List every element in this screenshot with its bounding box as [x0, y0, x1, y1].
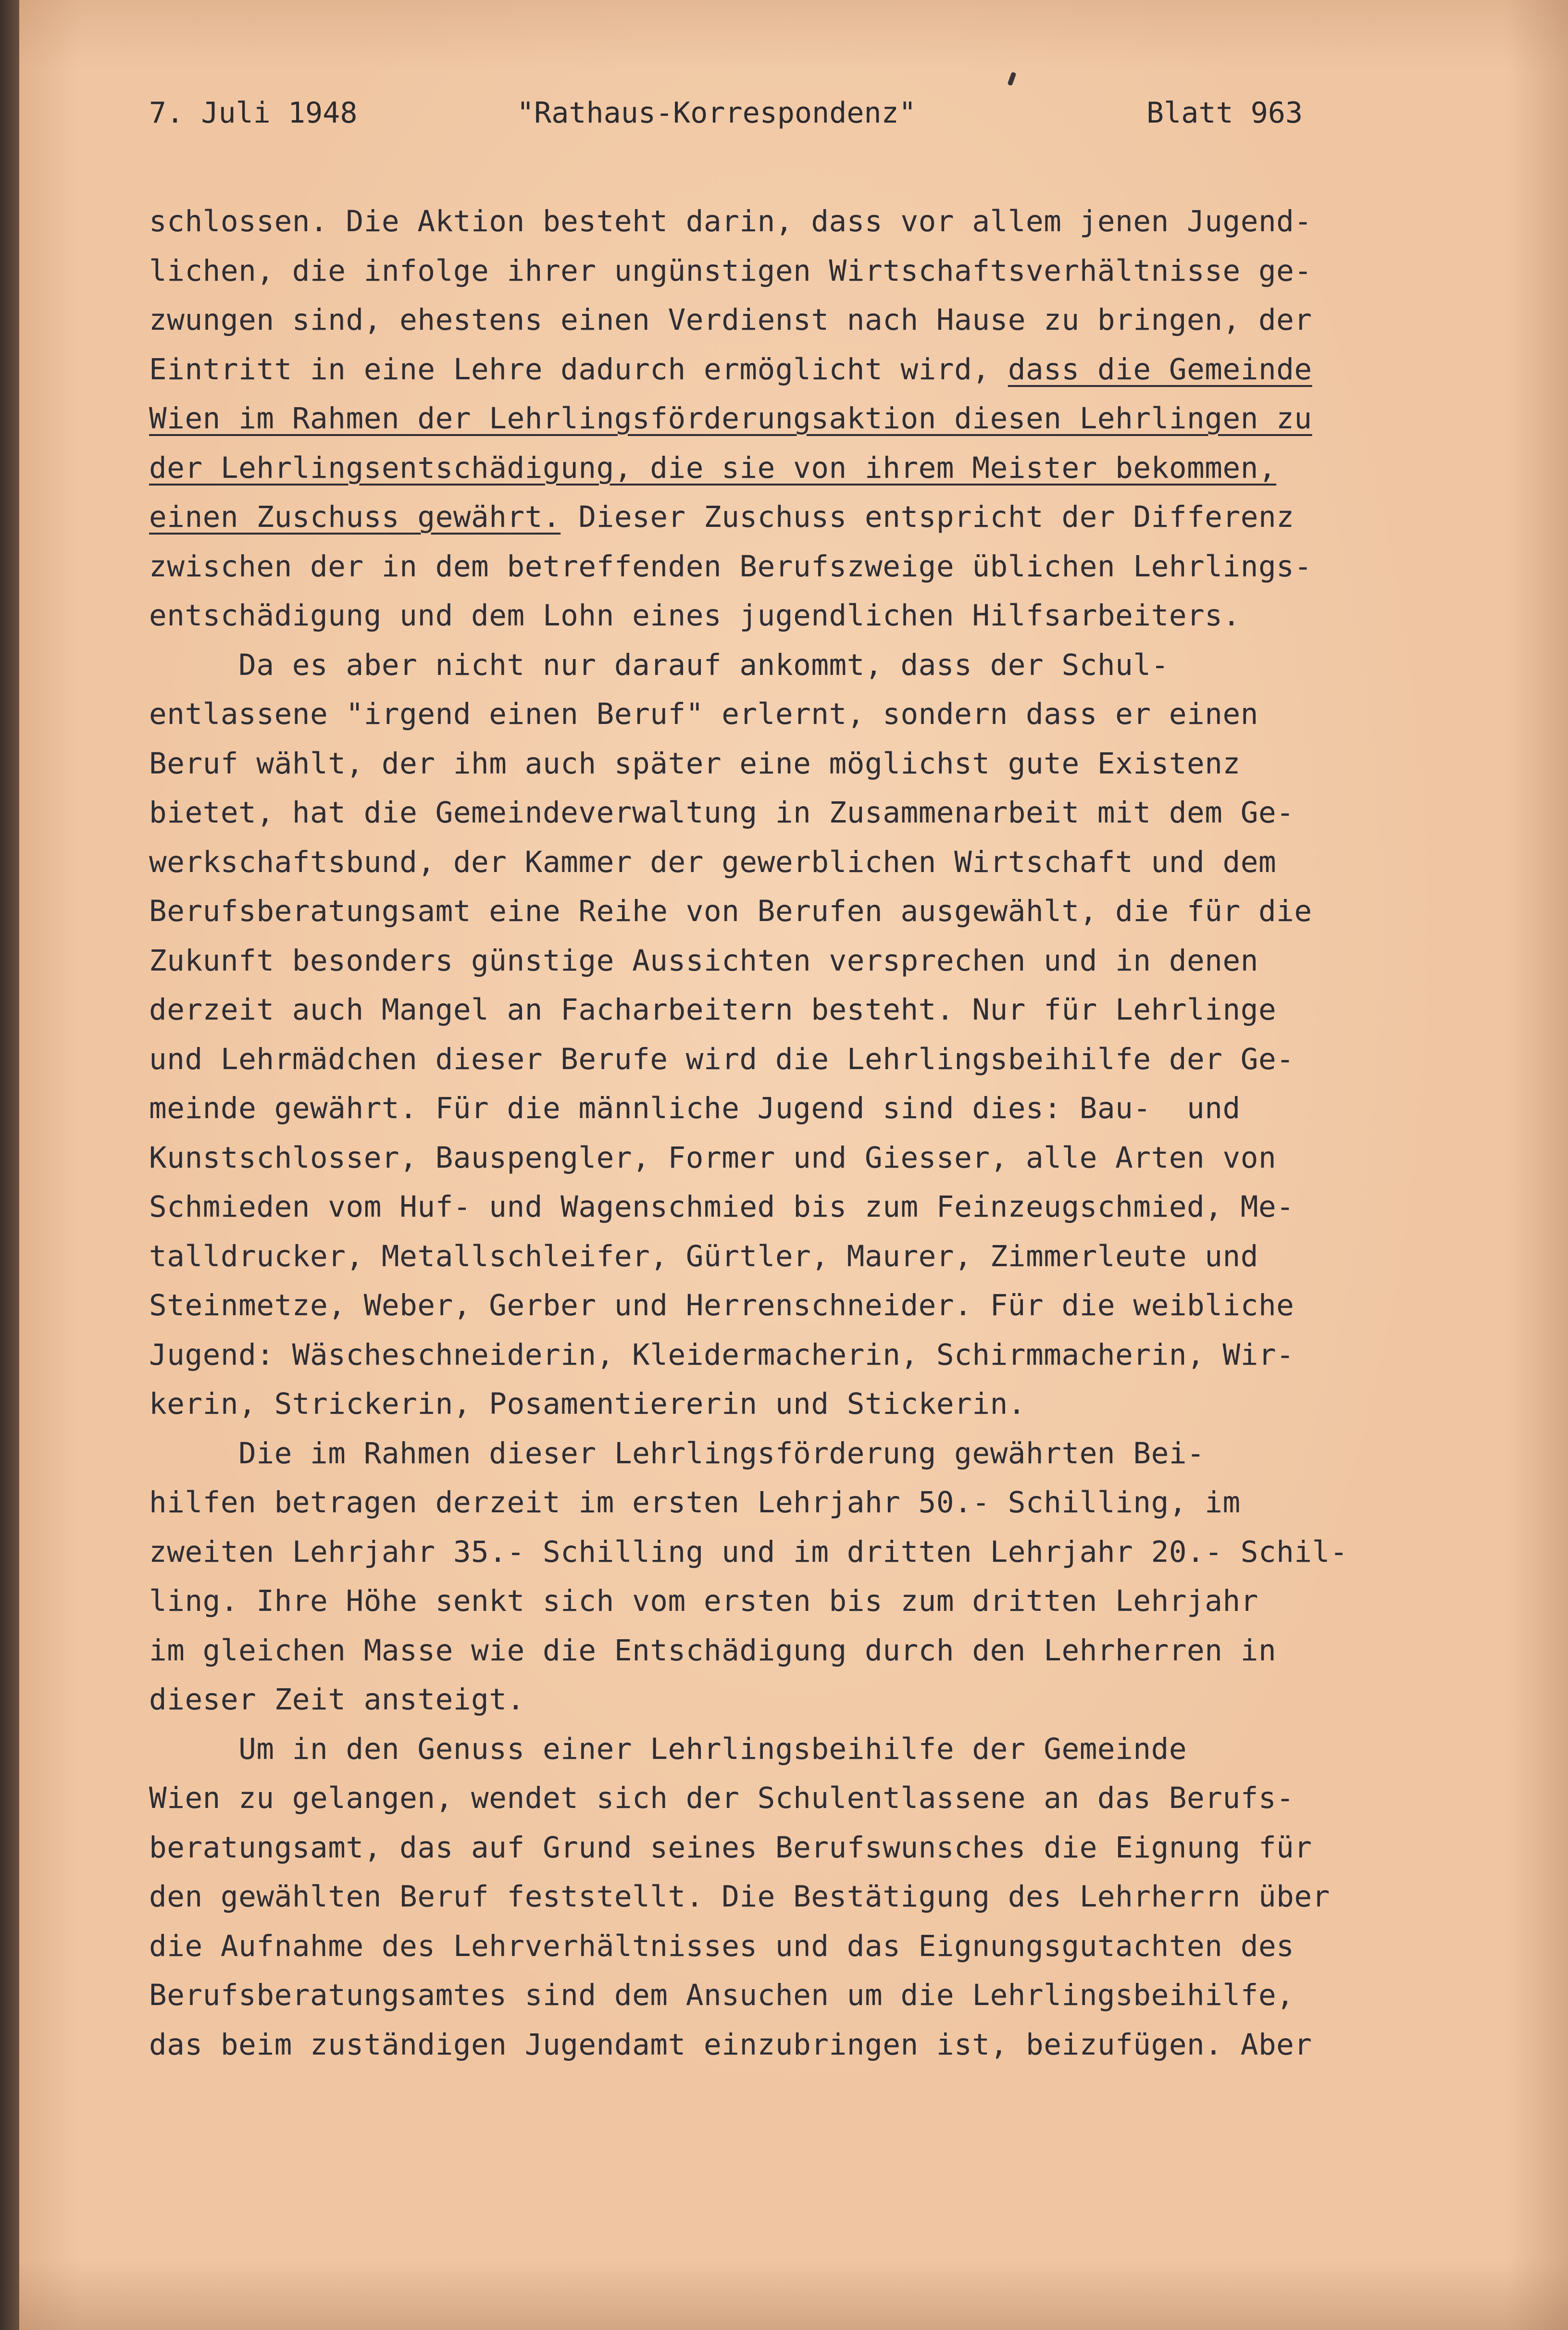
text-line: die Aufnahme des Lehrverhältnisses und das Eignungsgutachten des — [149, 1929, 1294, 1963]
text-line: schlossen. Die Aktion besteht darin, dass vor allem jenen Jugend- — [149, 204, 1312, 238]
text-line: entschädigung und dem Lohn eines jugendlichen Hilfsarbeiters. — [149, 598, 1241, 633]
page-header — [149, 96, 1351, 135]
text-line: den gewählten Beruf feststellt. Die Bestätigung des Lehrherrn über — [149, 1880, 1330, 1914]
underlined-text: einen Zuschuss gewährt. — [149, 500, 561, 534]
text-line — [149, 345, 1476, 395]
text-line: zwischen der in dem betreffenden Berufszweige üblichen Lehrlings- — [149, 549, 1312, 584]
text-line: beratungsamt, das auf Grund seines Berufswunsches die Eignung für — [149, 1830, 1312, 1865]
text-line: zwungen sind, ehestens einen Verdienst nach Hause zu bringen, der — [149, 303, 1312, 337]
ink-mark — [1008, 72, 1017, 86]
text-line: Jugend: Wäscheschneiderin, Kleidermacherin, Schirmmacherin, Wir- — [149, 1337, 1294, 1372]
text-line: Kunstschlosser, Bauspengler, Former und Giesser, alle Arten von — [149, 1140, 1277, 1175]
text-line: Berufsberatungsamtes sind dem Ansuchen um die Lehrlingsbeihilfe, — [149, 1978, 1294, 2012]
text-line: talldrucker, Metallschleifer, Gürtler, Maurer, Zimmerleute und — [149, 1239, 1258, 1273]
header-title: "Rathaus-Korrespondenz" — [517, 96, 916, 130]
text-line: Beruf wählt, der ihm auch später eine möglichst gute Existenz — [149, 746, 1241, 781]
document-page — [19, 0, 1568, 2330]
text-line: meinde gewährt. Für die männliche Jugend sind dies: Bau- und — [149, 1091, 1241, 1125]
text-line: kerin, Strickerin, Posamentiererin und Stickerin. — [149, 1387, 1026, 1421]
text-line: dieser Zeit ansteigt. — [149, 1682, 525, 1717]
book-binding — [0, 0, 19, 2330]
text-line: Da es aber nicht nur darauf ankommt, dass der Schul- — [149, 648, 1169, 682]
text-line: derzeit auch Mangel an Facharbeitern besteht. Nur für Lehrlinge — [149, 993, 1277, 1027]
text-line: Wien zu gelangen, wendet sich der Schulentlassene an das Berufs- — [149, 1781, 1294, 1815]
text-line: Schmieden vom Huf- und Wagenschmied bis zum Feinzeugschmied, Me- — [149, 1190, 1294, 1224]
text-line: im gleichen Masse wie die Entschädigung durch den Lehrherren in — [149, 1633, 1277, 1668]
text-line: das beim zuständigen Jugendamt einzubringen ist, beizufügen. Aber — [149, 2027, 1312, 2062]
text-line: Um in den Genuss einer Lehrlingsbeihilfe der Gemeinde — [149, 1732, 1187, 1766]
header-date: 7. Juli 1948 — [149, 96, 358, 130]
underlined-text: dass die Gemeinde — [1008, 352, 1312, 386]
text-line: zweiten Lehrjahr 35.- Schilling und im dritten Lehrjahr 20.- Schil- — [149, 1534, 1348, 1569]
text-line: entlassene "irgend einen Beruf" erlernt, sondern dass er einen — [149, 697, 1258, 731]
text-line: ling. Ihre Höhe senkt sich vom ersten bis zum dritten Lehrjahr — [149, 1584, 1258, 1618]
text-line: Steinmetze, Weber, Gerber und Herrenschneider. Für die weibliche — [149, 1288, 1294, 1322]
text-line: werkschaftsbund, der Kammer der gewerblichen Wirtschaft und dem — [149, 845, 1277, 879]
body-text — [149, 197, 1476, 2069]
text-line: Die im Rahmen dieser Lehrlingsförderung gewährten Bei- — [149, 1436, 1205, 1470]
text-line — [149, 493, 1476, 542]
underlined-line: Wien im Rahmen der Lehrlingsförderungsaktion diesen Lehrlingen zu — [149, 401, 1312, 436]
underlined-line: der Lehrlingsentschädigung, die sie von ihrem Meister bekommen, — [149, 450, 1277, 485]
text-line: Berufsberatungsamt eine Reihe von Berufen ausgewählt, die für die — [149, 894, 1312, 928]
text-line: lichen, die infolge ihrer ungünstigen Wirtschaftsverhältnisse ge- — [149, 253, 1312, 288]
text-segment: Eintritt in eine Lehre dadurch ermöglicht wird, — [149, 352, 1008, 386]
text-line: bietet, hat die Gemeindeverwaltung in Zusammenarbeit mit dem Ge- — [149, 796, 1294, 830]
text-line: hilfen betragen derzeit im ersten Lehrjahr 50.- Schilling, im — [149, 1485, 1241, 1520]
text-segment: Dieser Zuschuss entspricht der Differenz — [560, 500, 1294, 534]
text-line: Zukunft besonders günstige Aussichten versprechen und in denen — [149, 943, 1258, 978]
text-line: und Lehrmädchen dieser Berufe wird die Lehrlingsbeihilfe der Ge- — [149, 1042, 1294, 1076]
header-sheet-number: Blatt 963 — [1146, 96, 1303, 130]
